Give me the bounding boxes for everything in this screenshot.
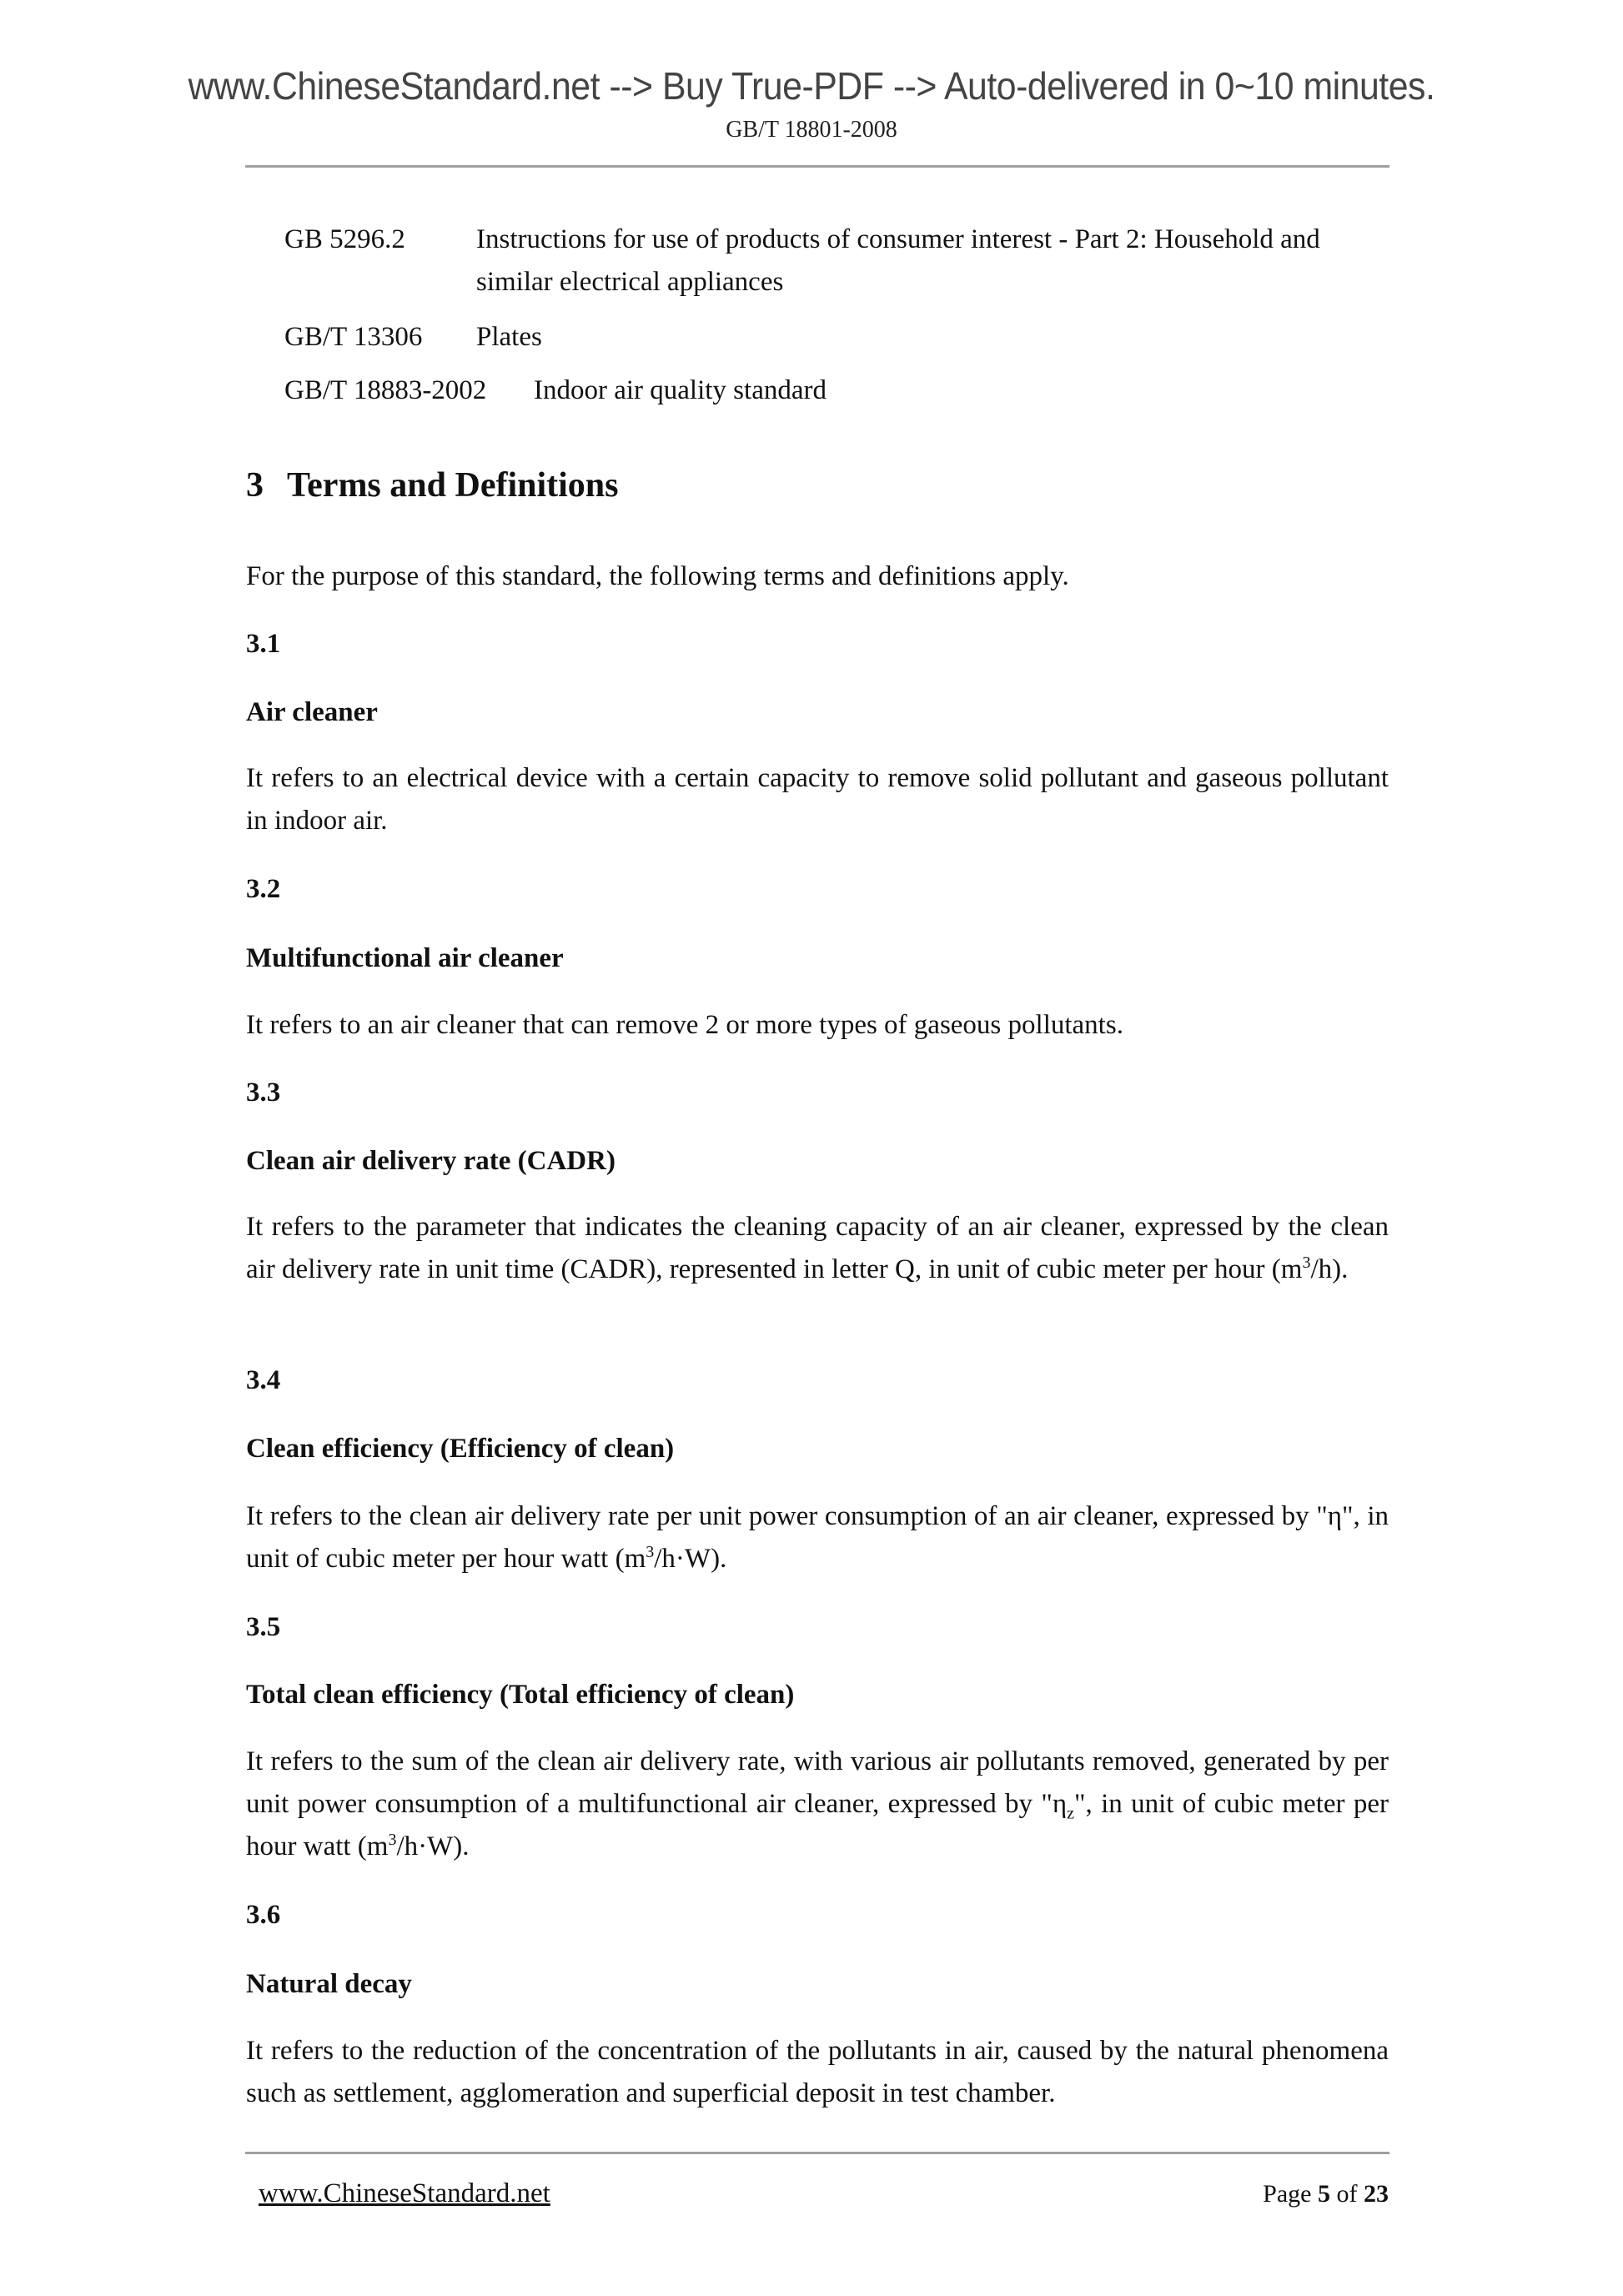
promo-banner: www.ChineseStandard.net --> Buy True-PDF --> Auto-delivered in 0~10 minutes. [188,64,1435,108]
term-number: 3.6 [246,1900,281,1930]
of-label: of [1336,2180,1358,2208]
definition-text: /h). [1310,1254,1349,1284]
reference-code: GB 5296.2 [284,224,405,254]
page-label: Page [1263,2180,1312,2208]
footer-divider [245,2152,1389,2154]
term-title: Clean air delivery rate (CADR) [246,1146,616,1176]
superscript: 3 [646,1543,655,1561]
definition-text: It refers to the parameter that indicates the cleaning capacity of an air cleaner, expressed by the clean air delivery rate in unit time (CADR), represented in letter Q, in unit of cubic meter per hour (m [246,1212,1389,1284]
definition-text: ", in unit of cubic meter per hour watt (m [246,1789,1389,1861]
term-definition: It refers to an electrical device with a certain capacity to remove solid pollutant and gaseous pollutant in indoor air. [246,763,1389,836]
term-title: Clean efficiency (Efficiency of clean) [246,1434,675,1464]
superscript: 3 [1302,1254,1311,1272]
term-title: Total clean efficiency (Total efficiency of clean) [246,1680,795,1710]
current-page: 5 [1318,2180,1330,2208]
term-definition: It refers to the reduction of the concentration of the pollutants in air, caused by the natural phenomena such as settlement, agglomeration and superficial deposit in test chamber. [246,2036,1389,2108]
footer-website-link[interactable]: www.ChineseStandard.net [259,2178,550,2208]
reference-title: Indoor air quality standard [534,375,827,405]
subscript: z [1067,1804,1075,1823]
term-number: 3.5 [246,1612,281,1642]
section-title: Terms and Definitions [287,466,619,505]
term-number: 3.1 [246,629,281,659]
term-title: Natural decay [246,1969,412,1999]
section-heading [246,465,642,505]
term-number: 3.4 [246,1365,281,1395]
term-number: 3.3 [246,1078,281,1108]
term-definition [246,1206,1389,1291]
definition-text: It refers to the clean air delivery rate per unit power consumption of an air cleaner, expressed by "η", in unit of cubic meter per hour watt (m [246,1501,1389,1574]
header-divider [245,165,1389,168]
term-definition: It refers to an air cleaner that can remove 2 or more types of gaseous pollutants. [246,1010,1123,1040]
term-definition [246,1741,1389,1868]
section-intro: For the purpose of this standard, the following terms and definitions apply. [246,561,1069,591]
total-pages: 23 [1364,2180,1389,2208]
reference-code: GB/T 13306 [284,322,423,352]
reference-title: Plates [476,322,542,352]
term-number: 3.2 [246,874,281,904]
definition-text: It refers to the sum of the clean air delivery rate, with various air pollutants removed, generated by per unit power consumption of a multifunctional air cleaner, expressed by "η [246,1746,1389,1819]
term-definition [246,1495,1389,1580]
document-id: GB/T 18801-2008 [726,117,897,143]
section-number: 3 [246,466,264,505]
term-title: Air cleaner [246,697,378,727]
reference-code: GB/T 18883-2002 [284,375,487,405]
term-title: Multifunctional air cleaner [246,943,564,973]
definition-text: /h·W). [654,1544,727,1574]
reference-title: Instructions for use of products of consumer interest - Part 2: Household and similar electrical appliances [476,224,1320,297]
superscript: 3 [388,1831,397,1849]
definition-text: /h·W). [396,1831,470,1861]
page-indicator [1263,2180,1389,2208]
